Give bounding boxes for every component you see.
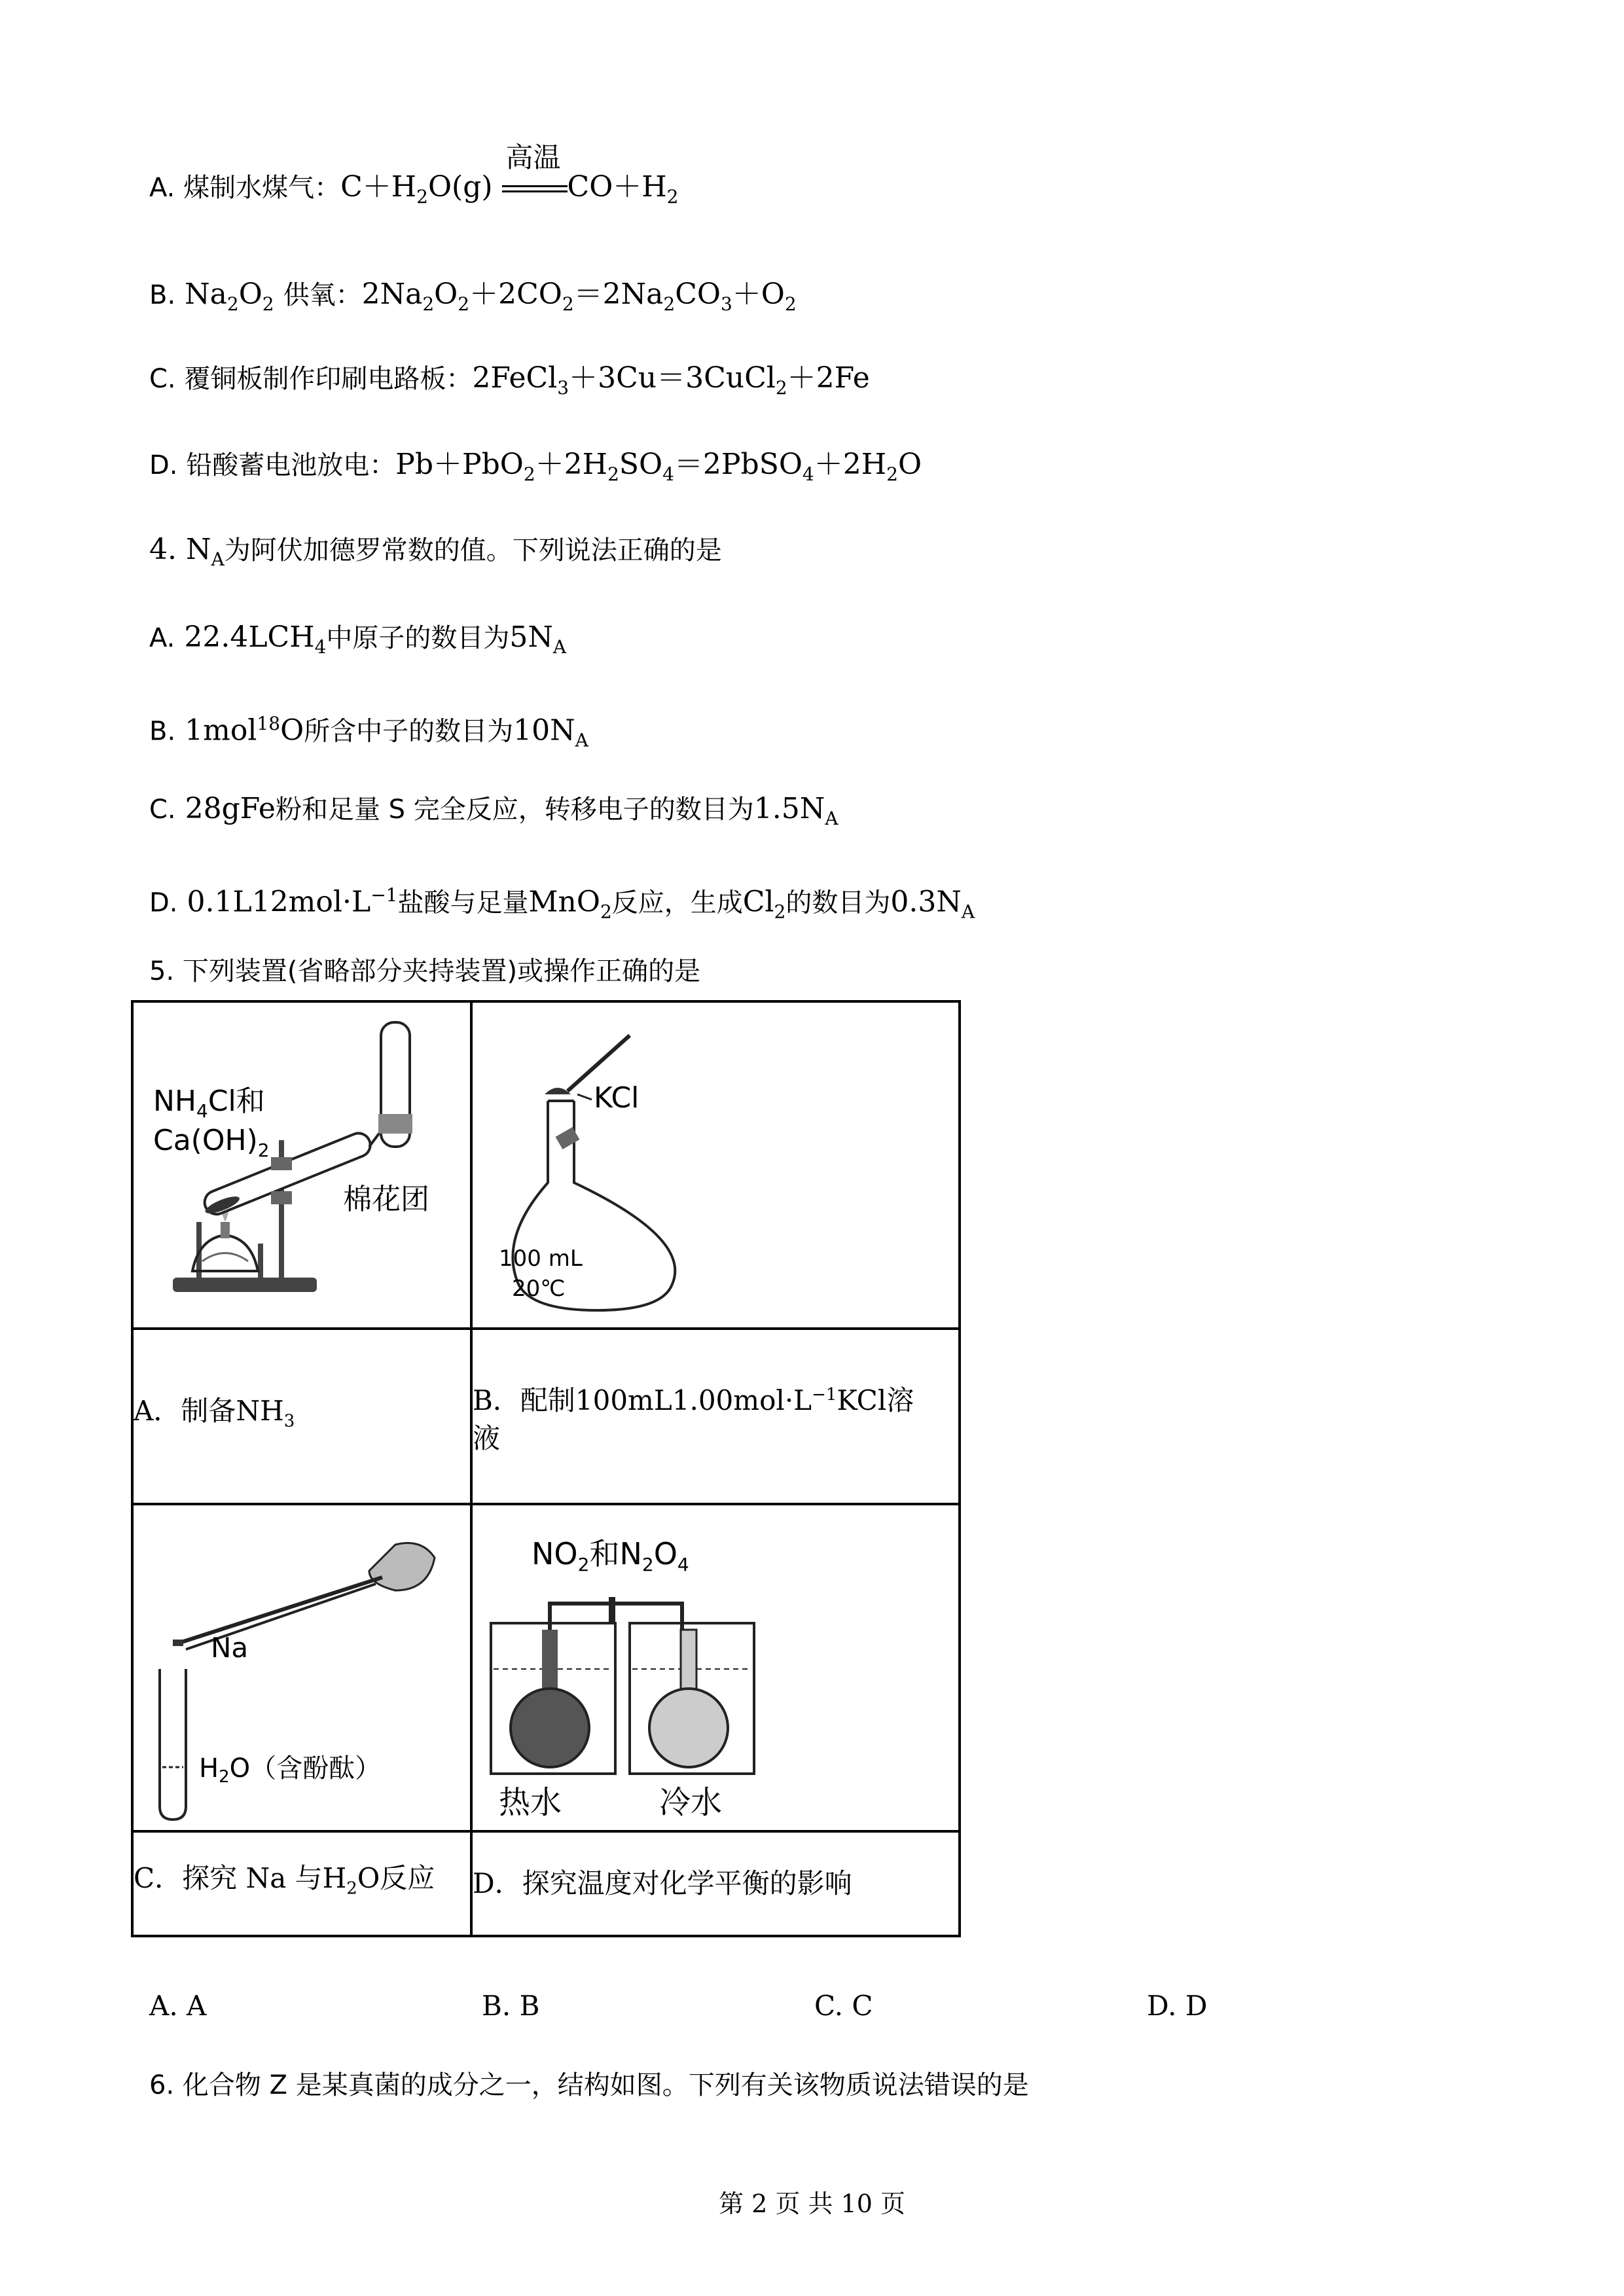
q3-option-b: B. $Na_2O_2$ 供氧：$2Na_2O_2+2CO_2=2Na_2CO_3+O_2$	[149, 278, 797, 315]
answer-b: B. B	[482, 1990, 540, 2022]
q3-option-c: C. 覆铜板制作印刷电路板：2FeCl$_3$＋3Cu＝3CuCl$_2$＋2Fe	[149, 361, 870, 399]
caption-d: D．探究温度对化学平衡的影响	[471, 1831, 960, 1936]
q4-stem: 4. $N_A$为阿伏加德罗常数的值。下列说法正确的是	[149, 533, 722, 570]
caption-b: B．配制$100mL1.00mol\cdot L^{-1}KCl$溶 液	[471, 1329, 960, 1504]
svg-text:Na: Na	[211, 1632, 249, 1664]
q3-option-d: D. 铅酸蓄电池放电：$Pb+PbO_2+2H_2SO_4=2PbSO_4+2H_2O$	[149, 448, 922, 485]
q4-option-d: D. $0.1L12mol\cdot L^{-1}$盐酸与足量MnO$_2$反应，生成$Cl_2$的数目为$0.3N_A$	[149, 884, 975, 923]
figure-sodium-water	[134, 1505, 470, 1827]
figure-a-cell	[132, 1001, 471, 1329]
svg-text:冷水: 冷水	[659, 1784, 723, 1821]
apparatus-table	[131, 1000, 961, 1937]
answer-c: C. C	[814, 1990, 873, 2022]
q4-option-b: B. 1mol$^{18}$O所含中子的数目为$10N_A$	[149, 713, 588, 751]
figure-d-cell	[471, 1504, 960, 1831]
svg-text:100 mL: 100 mL	[499, 1246, 583, 1272]
svg-text:20℃: 20℃	[512, 1276, 566, 1302]
q4-option-c: C. 28gFe粉和足量 S 完全反应，转移电子的数目为$1.5N_A$	[149, 792, 839, 829]
svg-text:NO2和N2O4: $NO_2$和$N_2O_4$	[532, 1536, 689, 1575]
caption-a: A．制备$NH_3$	[132, 1329, 471, 1504]
answer-a: A. A	[149, 1990, 207, 2022]
caption-c: C．探究 Na 与$H_2O$反应	[132, 1831, 471, 1936]
svg-text:NH4Cl和: $NH_4Cl$和	[153, 1085, 265, 1122]
q5-stem: 5. 下列装置(省略部分夹持装置)或操作正确的是	[149, 956, 701, 986]
condition-arrow: 高温	[502, 176, 568, 202]
figure-no2-equilibrium	[473, 1505, 958, 1827]
answer-d: D. D	[1147, 1990, 1208, 2022]
figure-b-cell	[471, 1001, 960, 1329]
figure-volumetric-flask	[473, 1003, 958, 1325]
svg-text:棉花团: 棉花团	[343, 1183, 429, 1216]
svg-text:H2O（含酚酞）: $H_2O$（含酚酞）	[199, 1753, 382, 1787]
figure-nh3-preparation	[134, 1003, 470, 1325]
q6-stem: 6. 化合物 Z 是某真菌的成分之一，结构如图。下列有关该物质说法错误的是	[149, 2070, 1029, 2100]
svg-text:KCl: KCl	[594, 1081, 640, 1115]
svg-text:Ca(OH)2: $Ca(OH)_2$	[153, 1124, 270, 1161]
svg-text:热水: 热水	[499, 1784, 562, 1821]
q4-option-a: A. $22.4LCH_4$中原子的数目为$5N_A$	[149, 620, 567, 658]
figure-c-cell	[132, 1504, 471, 1831]
page-footer: 第 2 页 共 10 页	[719, 2189, 905, 2218]
q3-option-a: A. 煤制水煤气：$C+H_2O(g)$ 高温 $CO+H_2$	[149, 141, 679, 207]
